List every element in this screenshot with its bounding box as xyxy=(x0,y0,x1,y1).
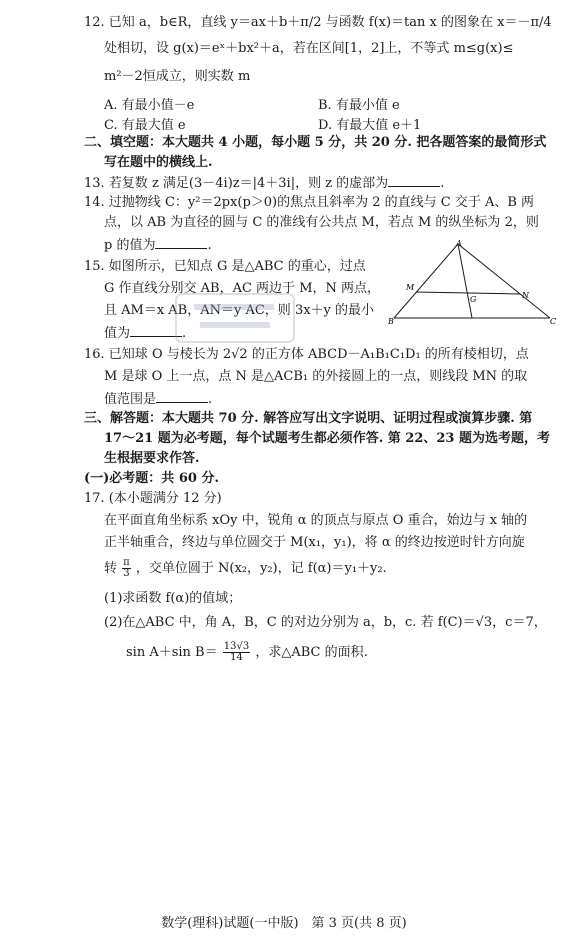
label-m: M xyxy=(406,283,415,292)
side-ab xyxy=(394,244,458,318)
q15-line1: 15. 如图所示，已知点 G 是△ABC 的重心，过点 xyxy=(84,259,366,274)
q16-line2: M 是球 O 上一点，点 N 是△ACB₁ 的外接圆上的一点，则线段 MN 的取 xyxy=(104,369,528,384)
q16-answer-blank[interactable] xyxy=(156,390,208,403)
q14-answer-blank[interactable] xyxy=(155,236,207,249)
label-g: G xyxy=(470,295,477,304)
q17-area-question: ，求△ABC 的面积. xyxy=(255,645,368,660)
watermark-stamp xyxy=(170,290,300,346)
q17-line3-end: ，交单位圆于 N(x₂，y₂)，记 f(α)＝y₁＋y₂. xyxy=(135,561,387,576)
fraction-denominator: 14 xyxy=(230,652,243,663)
fraction-pi-numerator: π xyxy=(123,557,130,568)
fraction-numerator: 13√3 xyxy=(223,641,250,652)
label-a: A xyxy=(456,240,462,248)
label-n: N xyxy=(522,291,529,300)
q12-option-a: A. 有最小值－e xyxy=(104,98,195,113)
fraction-13root3-over-14 xyxy=(223,642,250,663)
section3-heading-line2: 17～21 题为必考题，每个试题考生都必须作答. 第 22、23 题为选考题，考 xyxy=(104,431,550,446)
triangle-figure xyxy=(388,240,556,324)
label-c: C xyxy=(550,317,556,324)
section3-heading-line3: 生根据要求作答. xyxy=(104,451,200,466)
q12-line1: 12. 已知 a，b∈R，直线 y＝ax＋b＋π/2 与函数 f(x)＝tan x 的图象在 x＝－π/4 xyxy=(84,15,552,30)
label-b: B xyxy=(388,317,394,324)
q14-line3: p 的值为 . xyxy=(104,238,212,253)
median xyxy=(458,244,472,318)
q12-option-b: B. 有最小值 e xyxy=(318,98,400,113)
q17-subquestion-2: (2)在△ABC 中，角 A，B，C 的对边分别为 a，b，c. 若 f(C)＝√3，c＝7， xyxy=(104,615,547,630)
q14-line1: 14. 过抛物线 C：y²＝2px(p＞0)的焦点且斜率为 2 的直线与 C 交于 A、B 两 xyxy=(84,195,535,210)
q16-stem-end: 值范围是 xyxy=(104,392,157,407)
q15-line4: 值为 . xyxy=(104,326,187,341)
stamp-mark-top xyxy=(194,304,274,310)
q12-option-d: D. 有最大值 e＋1 xyxy=(318,118,422,133)
q15-line3: 且 AM＝x AB，AN＝y AC，则 3x＋y 的最小 xyxy=(104,303,375,318)
q17-title: 17. (本小题满分 12 分) xyxy=(84,491,222,506)
fraction-pi-denominator: 3 xyxy=(123,568,130,579)
stamp-border xyxy=(176,294,294,342)
q12-option-c: C. 有最大值 e xyxy=(104,118,186,133)
q12-line2: 处相切，设 g(x)＝eˣ＋bx²＋a，若在区间[1，2]上，不等式 m≤g(x)≤ xyxy=(104,41,514,56)
section2-heading-line2: 写在题中的横线上. xyxy=(104,155,213,170)
line-mn xyxy=(416,292,520,294)
q13-text: 13. 若复数 z 满足(3－4i)z＝|4＋3i|，则 z 的虚部为 . xyxy=(84,176,445,191)
fraction-pi-over-3 xyxy=(122,558,131,579)
side-ac xyxy=(458,244,550,318)
q17-line2: 正半轴重合，终边与单位圆交于 M(x₁，y₁)，将 α 的终边按逆时针方向旋 xyxy=(104,535,525,550)
q15-stem-end: 值为 xyxy=(104,326,131,341)
q17-sin-sum: sin A＋sin B＝ xyxy=(126,645,218,660)
q16-line3: 值范围是 . xyxy=(104,392,213,407)
q16-line1: 16. 已知球 O 与棱长为 2√2 的正方体 ABCD－A₁B₁C₁D₁ 的所有棱相切，点 xyxy=(84,347,529,362)
q17-subquestion-2-cont xyxy=(126,642,368,663)
q13-stem: 13. 若复数 z 满足(3－4i)z＝|4＋3i|，则 z 的虚部为 xyxy=(84,176,389,191)
stamp-mark-bottom xyxy=(200,322,270,328)
q15-line2: G 作直线分别交 AB，AC 两边于 M，N 两点， xyxy=(104,281,381,296)
q14-line2: 点，以 AB 为直径的圆与 C 的准线有公共点 M，若点 M 的纵坐标为 2，则 xyxy=(104,215,539,230)
q12-line3: m²－2恒成立，则实数 m xyxy=(104,69,251,84)
q13-answer-blank[interactable] xyxy=(388,174,440,187)
section3-heading-line1: 三、解答题：本大题共 70 分. 解答应写出文字说明、证明过程或演算步骤. 第 xyxy=(84,411,533,426)
q17-line1: 在平面直角坐标系 xOy 中，锐角 α 的顶点与原点 O 重合，始边与 x 轴的 xyxy=(104,513,528,528)
q14-stem-end: p 的值为 xyxy=(104,238,156,253)
required-part-heading: (一)必考题：共 60 分. xyxy=(84,471,219,486)
q17-subquestion-1: (1)求函数 f(α)的值域； xyxy=(104,591,242,606)
q17-line3-start: 转 xyxy=(104,561,118,576)
page-footer: 数学(理科)试题(一中版) 第 3 页(共 8 页) xyxy=(161,916,407,931)
q17-line3 xyxy=(104,558,387,579)
section2-heading-line1: 二、填空题：本大题共 4 小题，每小题 5 分，共 20 分. 把各题答案的最简形式 xyxy=(84,135,547,150)
